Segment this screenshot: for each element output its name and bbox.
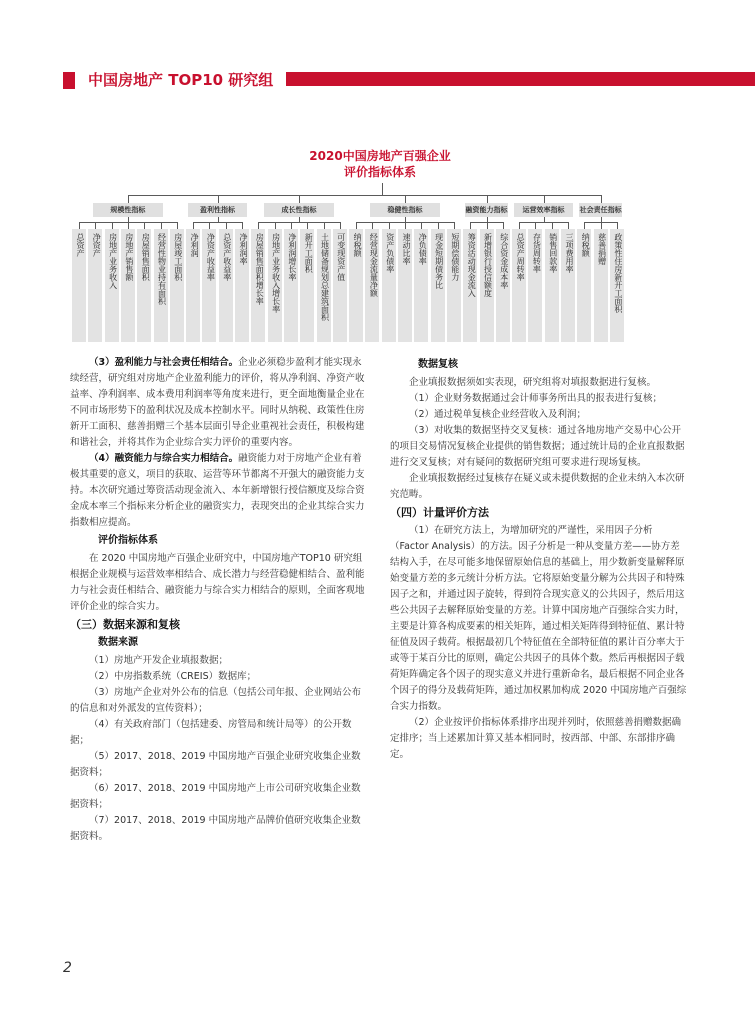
tree-trunk-line: [382, 183, 383, 195]
indicator-box: 房屋销售面积: [137, 229, 151, 342]
source-item-3: （3）房地产企业对外公布的信息（包括公司年报、企业网站公布的信息和对外派发的宣传资料）；: [70, 687, 362, 714]
indicator-connector: [617, 222, 618, 229]
indicator-connector: [503, 222, 504, 229]
indicator-box: 综合资金成本率: [496, 229, 510, 342]
financing-heading: （4）融资能力与综合实力相结合。: [89, 453, 239, 464]
indicator-box: 总资产: [72, 229, 86, 342]
indicator-connector: [79, 222, 80, 229]
indicator-connector: [324, 222, 325, 229]
header-title: 中国房地产 TOP10 研究组: [88, 71, 274, 89]
indicator-connector: [209, 222, 210, 229]
indicator-box: 净资产: [88, 229, 102, 342]
indicator-box: 房地产销售额: [121, 229, 135, 342]
review-item-2: （2）通过税单复核企业经营收入及利润；: [409, 409, 587, 420]
indicator-box: 慈善捐赠: [594, 229, 608, 342]
indicator-box: 净利润: [186, 229, 200, 342]
indicator-connector: [356, 222, 357, 229]
category-3: 成长性指标: [264, 203, 334, 217]
indicator-connector: [258, 222, 259, 229]
paragraph-review-exclusion: 企业填报数据经过复核存在疑义或未提供数据的企业未纳入本次研究范畴。: [390, 473, 685, 500]
review-item-1: （1）企业财务数据通过会计师事务所出具的报表进行复核；: [409, 393, 663, 404]
category-drop-line: [218, 217, 219, 222]
indicator-connector: [535, 222, 536, 229]
indicator-box: 销售回款率: [545, 229, 559, 342]
indicator-connector: [421, 222, 422, 229]
indicator-connector: [95, 222, 96, 229]
paragraph-profitability: [70, 355, 366, 451]
indicator-connector: [242, 222, 243, 229]
indicator-connector: [454, 222, 455, 229]
category-bus-line: [193, 222, 243, 223]
indicator-connector: [372, 222, 373, 229]
source-item-2: （2）中房指数系统（CREIS）数据库；: [89, 671, 257, 682]
category-connector: [487, 195, 488, 203]
figure-title-line1: 2020中国房地产百强企业: [309, 149, 451, 163]
category-drop-line: [299, 217, 300, 222]
figure-title: [290, 148, 470, 180]
method-item-1: （1）在研究方法上，为增加研究的严谨性，采用因子分析（Factor Analysis）的方法。因子分析是一种从变量方差——协方差结构入手，在尽可能多地保留原始信息的基础上，用少数新变量解释原始变量方差的多元统计分析方法。它将原始变量分解为公共因子和特殊因子之和，并通过因子旋转，得到符合现实意义的公共因子，然后用这些公共因子去解释原始变量的方差。计算中国房地产百强综合实力时，主要是计算各构成要素的相关矩阵，通过相关矩阵得到特征值、累计特征值及因子载荷。根据最初几个特征值在全部特征值的累计百分率大于或等于某百分比的原则，确定公共因子的具体个数。然后再根据因子载荷矩阵确定各个因子的现实意义并进行重新命名，最后根据不同企业各个因子的得分及载荷矩阵，通过加权累加构成 2020 中国房地产百强综合实力指数。: [390, 525, 687, 712]
category-connector: [405, 195, 406, 203]
indicator-box: 可变现资产值: [333, 229, 347, 342]
subheading-data-review: 数据复核: [418, 359, 458, 370]
right-column: [390, 355, 688, 763]
source-item-5: （5）2017、2018、2019 中国房地产百强企业研究收集企业数据资料；: [70, 751, 361, 778]
indicator-box: 净利润增长率: [284, 229, 298, 342]
indicator-box: 房屋竣工面积: [170, 229, 184, 342]
indicator-connector: [405, 222, 406, 229]
category-1: 规模性指标: [93, 203, 163, 217]
financing-body: 融资能力对于房地产企业有着极其重要的意义，项目的获取、运营等环节都离不开强大的融资能力支持。本次研究通过筹资活动现金流入、本年新增银行授信额度及综合资金成本率三个指标来分析企业的融资实力，表现突出的企业其综合实力指数相应提高。: [70, 453, 365, 528]
indicator-box: 房地产业务收入增长率: [268, 229, 282, 342]
figure-title-line2: 评价指标体系: [343, 165, 416, 179]
category-6: 运营效率指标: [514, 203, 573, 217]
indicator-box: 速动比率: [398, 229, 412, 342]
category-drop-line: [544, 217, 545, 222]
indicator-connector: [128, 222, 129, 229]
category-connector: [544, 195, 545, 203]
indicator-box: 现金短期债务比: [431, 229, 445, 342]
left-column: [70, 355, 366, 845]
indicator-connector: [340, 222, 341, 229]
indicator-box: 总资产周转率: [512, 229, 526, 342]
indicator-box: 土地储备规划总建筑面积: [317, 229, 331, 342]
indicator-box: 纳税额: [577, 229, 591, 342]
category-5: 融资能力指标: [465, 203, 508, 217]
indicator-box: 经营现金流量净额: [365, 229, 379, 342]
page-number: 2: [63, 960, 72, 976]
category-bus-line: [519, 222, 569, 223]
indicator-connector: [226, 222, 227, 229]
indicator-connector: [584, 222, 585, 229]
category-connector: [218, 195, 219, 203]
method-item-2: （2）企业按评价指标体系排序出现并列时，依照慈善捐赠数据确定排序；当上述累加计算又基本相同时，按西部、中部、东部排序确定。: [390, 717, 682, 760]
indicator-box: 房屋销售面积增长率: [251, 229, 265, 342]
indicator-connector: [275, 222, 276, 229]
source-item-4: （4）有关政府部门（包括建委、房管局和统计局等）的公开数据；: [70, 719, 352, 746]
indicator-connector: [601, 222, 602, 229]
indicator-connector: [438, 222, 439, 229]
category-connector: [299, 195, 300, 203]
section-heading-method: （四）计量评价方法: [390, 506, 489, 519]
paragraph-financing: [70, 451, 366, 531]
indicator-box: 净资产收益率: [202, 229, 216, 342]
profitability-body: 企业必须稳步盈利才能实现永续经营，研究组对房地产企业盈利能力的评价，将从净利润、净资产收益率、净利润率、成本费用利润率等角度来进行，更全面地衡量企业在不同市场形势下的盈利状况及成本控制水平。同时从纳税、政策性住房新开工面积、慈善捐赠三个基本层面引导企业重视社会责任，积极构建和谐社会，并将其作为企业综合实力评价的重要内容。: [70, 357, 365, 448]
indicator-connector: [307, 222, 308, 229]
indicator-box: 净负债率: [414, 229, 428, 342]
indicator-connector: [161, 222, 162, 229]
indicator-box: 政策性住房新开工面积: [610, 229, 624, 342]
indicator-connector: [389, 222, 390, 229]
indicator-box: 房地产业务收入: [105, 229, 119, 342]
subheading-data-source: 数据来源: [98, 637, 138, 648]
indicator-box: 新增银行授信额度: [480, 229, 494, 342]
category-7: 社会责任指标: [579, 203, 622, 217]
indicator-connector: [112, 222, 113, 229]
indicator-connector: [519, 222, 520, 229]
indicator-box: 存货周转率: [528, 229, 542, 342]
indicator-connector: [291, 222, 292, 229]
section-heading-data-sources: （三）数据来源和复核: [70, 618, 180, 631]
category-bus-line: [258, 222, 341, 223]
indicator-box: 三项费用率: [561, 229, 575, 342]
profitability-heading: （3）盈利能力与社会责任相结合。: [89, 357, 239, 368]
source-item-1: （1）房地产开发企业填报数据；: [89, 655, 229, 666]
indicator-connector: [568, 222, 569, 229]
indicator-box: 短期偿债能力: [447, 229, 461, 342]
indicator-box: 净利润率: [235, 229, 249, 342]
category-2: 盈利性指标: [188, 203, 247, 217]
source-item-7: （7）2017、2018、2019 中国房地产品牌价值研究收集企业数据资料。: [70, 815, 361, 842]
indicator-connector: [487, 222, 488, 229]
category-connector: [601, 195, 602, 203]
indicator-box: 经营性物业持有面积: [154, 229, 168, 342]
indicator-connector: [552, 222, 553, 229]
indicator-box: 总资产收益率: [219, 229, 233, 342]
indicator-box: 新开工面积: [300, 229, 314, 342]
indicator-box: 纳税额: [349, 229, 363, 342]
indicator-box: 筹资活动现金流入: [463, 229, 477, 342]
indicator-connector: [177, 222, 178, 229]
header-accent-block: [63, 72, 75, 89]
header-bar: [286, 72, 755, 86]
category-4: 稳健性指标: [370, 203, 440, 217]
indicator-connector: [193, 222, 194, 229]
paragraph-review-intro: 企业填报数据须如实表现，研究组将对填报数据进行复核。: [409, 377, 657, 388]
indicator-box: 资产负债率: [382, 229, 396, 342]
indicator-connector: [470, 222, 471, 229]
source-item-6: （6）2017、2018、2019 中国房地产上市公司研究收集企业数据资料；: [70, 783, 361, 810]
subheading-indicator-system: 评价指标体系: [98, 535, 158, 546]
review-item-3: （3）对收集的数据坚持交叉复核：通过各地房地产交易中心公开的项目交易情况复核企业提供的销售数据；通过统计局的企业直报数据进行交叉复核；对有疑问的数据研究组可要求进行现场复核。: [390, 425, 685, 468]
indicator-connector: [144, 222, 145, 229]
category-connector: [128, 195, 129, 203]
paragraph-principles: 在 2020 中国房地产百强企业研究中，中国房地产TOP10 研究组根据企业规模与运营效率相结合、成长潜力与经营稳健相结合、盈利能力与社会责任相结合、融资能力与综合实力相结合的原则，全面客观地评价企业的综合实力。: [70, 553, 365, 612]
tree-main-bus-line: [128, 195, 602, 196]
